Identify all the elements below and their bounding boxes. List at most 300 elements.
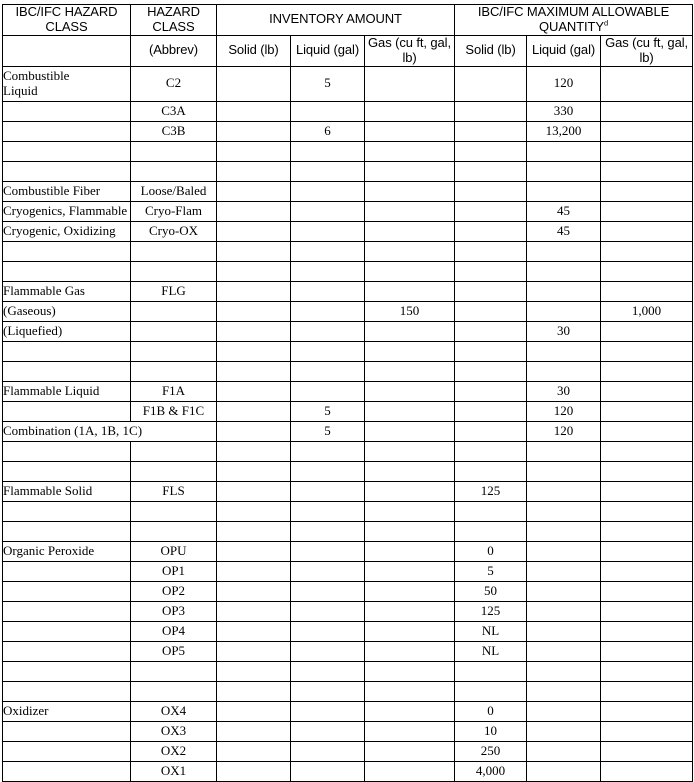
table-row bbox=[3, 141, 693, 161]
cell-inventory-solid bbox=[217, 561, 291, 581]
cell-hazard-class bbox=[3, 461, 131, 481]
cell-inventory-gas bbox=[365, 481, 455, 501]
cell-inventory-solid bbox=[217, 621, 291, 641]
cell-inventory-liquid: 6 bbox=[291, 121, 365, 141]
cell-inventory-solid bbox=[217, 241, 291, 261]
cell-inventory-solid bbox=[217, 601, 291, 621]
table-row bbox=[3, 381, 693, 401]
column-header-inventory-gas: Gas (cu ft, gal, lb) bbox=[365, 35, 455, 66]
cell-inventory-gas bbox=[365, 621, 455, 641]
cell-maq-gas bbox=[601, 261, 693, 281]
table-body bbox=[3, 66, 693, 781]
cell-maq-solid: 50 bbox=[455, 581, 527, 601]
cell-maq-liquid bbox=[527, 601, 601, 621]
table-row bbox=[3, 481, 693, 501]
cell-inventory-solid bbox=[217, 521, 291, 541]
cell-hazard-class: Flammable Gas bbox=[3, 281, 131, 301]
column-header-maq-liquid: Liquid (gal) bbox=[527, 35, 601, 66]
cell-maq-gas bbox=[601, 601, 693, 621]
table-row bbox=[3, 561, 693, 581]
cell-inventory-solid bbox=[217, 121, 291, 141]
table-row bbox=[3, 121, 693, 141]
cell-maq-solid bbox=[455, 66, 527, 101]
cell-inventory-gas bbox=[365, 66, 455, 101]
table-row bbox=[3, 641, 693, 661]
cell-maq-solid: 10 bbox=[455, 721, 527, 741]
cell-inventory-gas bbox=[365, 281, 455, 301]
table-group-header-row bbox=[3, 5, 693, 36]
cell-maq-gas bbox=[601, 201, 693, 221]
cell-inventory-solid bbox=[217, 66, 291, 101]
cell-maq-solid: 4,000 bbox=[455, 761, 527, 781]
cell-hazard-class-abbrev: F1B & F1C bbox=[131, 401, 217, 421]
cell-inventory-solid bbox=[217, 141, 291, 161]
cell-hazard-class bbox=[3, 401, 131, 421]
cell-hazard-class-abbrev bbox=[131, 141, 217, 161]
table-row bbox=[3, 521, 693, 541]
cell-hazard-class-abbrev bbox=[131, 341, 217, 361]
cell-maq-solid bbox=[455, 681, 527, 701]
cell-hazard-class bbox=[3, 641, 131, 661]
cell-hazard-class-abbrev: OX1 bbox=[131, 761, 217, 781]
cell-inventory-liquid bbox=[291, 301, 365, 321]
table-row bbox=[3, 581, 693, 601]
column-header-maq-solid: Solid (lb) bbox=[455, 35, 527, 66]
cell-inventory-liquid bbox=[291, 101, 365, 121]
cell-hazard-class bbox=[3, 621, 131, 641]
cell-hazard-class-abbrev bbox=[131, 161, 217, 181]
cell-maq-liquid bbox=[527, 661, 601, 681]
cell-inventory-liquid: 5 bbox=[291, 421, 365, 441]
table-row bbox=[3, 241, 693, 261]
cell-hazard-class bbox=[3, 681, 131, 701]
cell-inventory-gas: 150 bbox=[365, 301, 455, 321]
cell-inventory-solid bbox=[217, 301, 291, 321]
cell-inventory-liquid bbox=[291, 681, 365, 701]
table-row bbox=[3, 301, 693, 321]
cell-inventory-liquid bbox=[291, 361, 365, 381]
cell-hazard-class: Combustible Fiber bbox=[3, 181, 131, 201]
cell-maq-liquid: 13,200 bbox=[527, 121, 601, 141]
cell-maq-gas bbox=[601, 741, 693, 761]
cell-maq-liquid bbox=[527, 301, 601, 321]
cell-inventory-gas bbox=[365, 201, 455, 221]
table-row bbox=[3, 66, 693, 101]
cell-inventory-liquid bbox=[291, 561, 365, 581]
table-row bbox=[3, 161, 693, 181]
cell-hazard-class bbox=[3, 501, 131, 521]
cell-inventory-gas bbox=[365, 381, 455, 401]
cell-hazard-class-abbrev: OX4 bbox=[131, 701, 217, 721]
cell-inventory-liquid bbox=[291, 381, 365, 401]
cell-hazard-class bbox=[3, 341, 131, 361]
cell-maq-solid: 0 bbox=[455, 541, 527, 561]
table-row bbox=[3, 661, 693, 681]
cell-inventory-gas bbox=[365, 341, 455, 361]
table-row bbox=[3, 281, 693, 301]
cell-maq-gas bbox=[601, 221, 693, 241]
cell-inventory-gas bbox=[365, 181, 455, 201]
group-header-hazard-class: HAZARD CLASS bbox=[131, 5, 217, 36]
cell-inventory-liquid bbox=[291, 481, 365, 501]
cell-maq-gas bbox=[601, 401, 693, 421]
cell-maq-liquid bbox=[527, 681, 601, 701]
cell-inventory-solid bbox=[217, 201, 291, 221]
table-row bbox=[3, 621, 693, 641]
cell-maq-gas bbox=[601, 481, 693, 501]
column-header-maq-gas: Gas (cu ft, gal, lb) bbox=[601, 35, 693, 66]
cell-inventory-solid bbox=[217, 541, 291, 561]
table-row bbox=[3, 341, 693, 361]
cell-maq-gas bbox=[601, 681, 693, 701]
cell-hazard-class-abbrev bbox=[131, 241, 217, 261]
table-row bbox=[3, 601, 693, 621]
table-row bbox=[3, 101, 693, 121]
table-row bbox=[3, 461, 693, 481]
cell-maq-liquid bbox=[527, 281, 601, 301]
cell-maq-liquid bbox=[527, 261, 601, 281]
cell-inventory-gas bbox=[365, 581, 455, 601]
cell-inventory-liquid bbox=[291, 181, 365, 201]
table-header bbox=[3, 5, 693, 67]
cell-maq-solid bbox=[455, 301, 527, 321]
cell-maq-liquid bbox=[527, 521, 601, 541]
cell-inventory-liquid bbox=[291, 161, 365, 181]
cell-maq-gas: 1,000 bbox=[601, 301, 693, 321]
cell-hazard-class-abbrev: OP1 bbox=[131, 561, 217, 581]
cell-inventory-solid bbox=[217, 441, 291, 461]
cell-inventory-solid bbox=[217, 461, 291, 481]
cell-inventory-solid bbox=[217, 361, 291, 381]
cell-maq-liquid bbox=[527, 181, 601, 201]
cell-maq-liquid: 120 bbox=[527, 401, 601, 421]
cell-maq-liquid: 120 bbox=[527, 66, 601, 101]
cell-maq-liquid bbox=[527, 501, 601, 521]
cell-maq-solid bbox=[455, 461, 527, 481]
cell-maq-solid: 250 bbox=[455, 741, 527, 761]
cell-maq-solid: 125 bbox=[455, 601, 527, 621]
cell-inventory-solid bbox=[217, 581, 291, 601]
cell-hazard-class-abbrev: OPU bbox=[131, 541, 217, 561]
cell-inventory-liquid bbox=[291, 721, 365, 741]
cell-maq-liquid bbox=[527, 241, 601, 261]
cell-hazard-class-abbrev bbox=[131, 461, 217, 481]
cell-inventory-solid bbox=[217, 341, 291, 361]
cell-maq-gas bbox=[601, 721, 693, 741]
table-row bbox=[3, 401, 693, 421]
cell-inventory-solid bbox=[217, 381, 291, 401]
cell-hazard-class: (Liquefied) bbox=[3, 321, 131, 341]
cell-maq-gas bbox=[601, 421, 693, 441]
cell-hazard-class-abbrev: F1A bbox=[131, 381, 217, 401]
cell-hazard-class-abbrev: Cryo-Flam bbox=[131, 201, 217, 221]
cell-hazard-class-abbrev bbox=[131, 321, 217, 341]
cell-maq-solid bbox=[455, 361, 527, 381]
cell-hazard-class bbox=[3, 121, 131, 141]
cell-hazard-class-abbrev: C3B bbox=[131, 121, 217, 141]
cell-inventory-gas bbox=[365, 501, 455, 521]
table-row bbox=[3, 741, 693, 761]
cell-inventory-gas bbox=[365, 441, 455, 461]
cell-maq-liquid bbox=[527, 741, 601, 761]
cell-maq-solid bbox=[455, 421, 527, 441]
table-row bbox=[3, 701, 693, 721]
column-header-blank bbox=[3, 35, 131, 66]
cell-inventory-liquid bbox=[291, 341, 365, 361]
table-row bbox=[3, 181, 693, 201]
cell-maq-gas bbox=[601, 521, 693, 541]
cell-inventory-gas bbox=[365, 601, 455, 621]
cell-inventory-gas bbox=[365, 461, 455, 481]
cell-maq-liquid: 30 bbox=[527, 381, 601, 401]
cell-inventory-solid bbox=[217, 161, 291, 181]
cell-maq-gas bbox=[601, 281, 693, 301]
cell-inventory-gas bbox=[365, 261, 455, 281]
table-row bbox=[3, 721, 693, 741]
cell-maq-solid bbox=[455, 141, 527, 161]
cell-hazard-class bbox=[3, 441, 131, 461]
cell-inventory-solid bbox=[217, 181, 291, 201]
cell-inventory-gas bbox=[365, 661, 455, 681]
cell-maq-solid: 125 bbox=[455, 481, 527, 501]
cell-inventory-liquid bbox=[291, 741, 365, 761]
cell-hazard-class-abbrev: FLG bbox=[131, 281, 217, 301]
cell-inventory-liquid bbox=[291, 701, 365, 721]
table-row bbox=[3, 321, 693, 341]
cell-maq-gas bbox=[601, 341, 693, 361]
cell-hazard-class-abbrev bbox=[131, 501, 217, 521]
cell-inventory-liquid bbox=[291, 461, 365, 481]
cell-hazard-class bbox=[3, 661, 131, 681]
cell-maq-liquid bbox=[527, 441, 601, 461]
cell-inventory-gas bbox=[365, 721, 455, 741]
cell-maq-solid bbox=[455, 261, 527, 281]
column-header-abbrev: (Abbrev) bbox=[131, 35, 217, 66]
table-row bbox=[3, 761, 693, 781]
cell-hazard-class: Cryogenic, Oxidizing bbox=[3, 221, 131, 241]
cell-maq-solid bbox=[455, 161, 527, 181]
cell-inventory-gas bbox=[365, 421, 455, 441]
cell-hazard-class-abbrev: FLS bbox=[131, 481, 217, 501]
cell-hazard-class-abbrev: C3A bbox=[131, 101, 217, 121]
cell-hazard-class bbox=[3, 721, 131, 741]
cell-maq-gas bbox=[601, 121, 693, 141]
cell-inventory-liquid bbox=[291, 641, 365, 661]
cell-maq-liquid: 330 bbox=[527, 101, 601, 121]
cell-inventory-gas bbox=[365, 121, 455, 141]
cell-inventory-gas bbox=[365, 541, 455, 561]
cell-maq-gas bbox=[601, 441, 693, 461]
cell-hazard-class bbox=[3, 101, 131, 121]
cell-hazard-class-abbrev bbox=[131, 301, 217, 321]
cell-hazard-class-abbrev: OX2 bbox=[131, 741, 217, 761]
cell-inventory-gas bbox=[365, 641, 455, 661]
cell-maq-liquid bbox=[527, 761, 601, 781]
cell-hazard-class bbox=[3, 601, 131, 621]
cell-inventory-solid bbox=[217, 661, 291, 681]
cell-maq-solid bbox=[455, 501, 527, 521]
cell-hazard-class bbox=[3, 261, 131, 281]
cell-maq-solid: 0 bbox=[455, 701, 527, 721]
table-row bbox=[3, 501, 693, 521]
cell-maq-solid bbox=[455, 101, 527, 121]
cell-maq-liquid bbox=[527, 581, 601, 601]
cell-inventory-gas bbox=[365, 521, 455, 541]
cell-hazard-class: Flammable Liquid bbox=[3, 381, 131, 401]
cell-inventory-solid bbox=[217, 701, 291, 721]
cell-hazard-class-abbrev bbox=[131, 521, 217, 541]
table-row bbox=[3, 421, 693, 441]
table-row bbox=[3, 221, 693, 241]
cell-maq-gas bbox=[601, 361, 693, 381]
cell-inventory-gas bbox=[365, 741, 455, 761]
cell-inventory-solid bbox=[217, 721, 291, 741]
cell-hazard-class: (Gaseous) bbox=[3, 301, 131, 321]
cell-hazard-class bbox=[3, 161, 131, 181]
cell-maq-gas bbox=[601, 66, 693, 101]
cell-maq-solid bbox=[455, 401, 527, 421]
cell-maq-gas bbox=[601, 161, 693, 181]
cell-maq-solid: NL bbox=[455, 621, 527, 641]
cell-inventory-gas bbox=[365, 761, 455, 781]
cell-hazard-class: Cryogenics, Flammable bbox=[3, 201, 131, 221]
cell-maq-liquid bbox=[527, 541, 601, 561]
cell-inventory-gas bbox=[365, 361, 455, 381]
cell-inventory-liquid bbox=[291, 521, 365, 541]
group-header-inventory-amount: INVENTORY AMOUNT bbox=[217, 5, 455, 36]
cell-hazard-class bbox=[3, 361, 131, 381]
cell-hazard-class: Flammable Solid bbox=[3, 481, 131, 501]
cell-inventory-solid bbox=[217, 641, 291, 661]
cell-inventory-liquid bbox=[291, 501, 365, 521]
cell-maq-solid bbox=[455, 181, 527, 201]
cell-inventory-liquid bbox=[291, 241, 365, 261]
table-row bbox=[3, 261, 693, 281]
cell-hazard-class: Combustible Liquid bbox=[3, 66, 131, 101]
cell-maq-liquid bbox=[527, 641, 601, 661]
cell-maq-gas bbox=[601, 141, 693, 161]
cell-inventory-gas bbox=[365, 561, 455, 581]
cell-hazard-class-abbrev: Cryo-OX bbox=[131, 221, 217, 241]
cell-inventory-liquid bbox=[291, 221, 365, 241]
cell-maq-gas bbox=[601, 621, 693, 641]
cell-maq-gas bbox=[601, 661, 693, 681]
group-header-maq-text: IBC/IFC MAXIMUM ALLOWABLE QUANTITY bbox=[477, 4, 670, 34]
cell-inventory-liquid bbox=[291, 601, 365, 621]
cell-maq-liquid bbox=[527, 161, 601, 181]
cell-inventory-solid bbox=[217, 261, 291, 281]
cell-maq-solid bbox=[455, 341, 527, 361]
cell-inventory-liquid bbox=[291, 321, 365, 341]
cell-maq-liquid: 120 bbox=[527, 421, 601, 441]
cell-hazard-class bbox=[3, 761, 131, 781]
cell-maq-gas bbox=[601, 101, 693, 121]
cell-hazard-class-abbrev bbox=[131, 681, 217, 701]
cell-maq-solid: NL bbox=[455, 641, 527, 661]
column-header-inventory-liquid: Liquid (gal) bbox=[291, 35, 365, 66]
table-row bbox=[3, 541, 693, 561]
cell-maq-solid bbox=[455, 521, 527, 541]
cell-hazard-class-abbrev: Loose/Baled bbox=[131, 181, 217, 201]
cell-inventory-solid bbox=[217, 401, 291, 421]
cell-maq-gas bbox=[601, 641, 693, 661]
cell-hazard-class: Oxidizer bbox=[3, 701, 131, 721]
cell-maq-liquid bbox=[527, 621, 601, 641]
cell-inventory-gas bbox=[365, 681, 455, 701]
cell-maq-gas bbox=[601, 181, 693, 201]
cell-inventory-liquid: 5 bbox=[291, 66, 365, 101]
cell-hazard-class bbox=[3, 561, 131, 581]
cell-inventory-gas bbox=[365, 321, 455, 341]
table-row bbox=[3, 361, 693, 381]
cell-maq-solid bbox=[455, 221, 527, 241]
cell-hazard-class-abbrev: OP5 bbox=[131, 641, 217, 661]
cell-maq-liquid bbox=[527, 341, 601, 361]
cell-hazard-class-abbrev: OX3 bbox=[131, 721, 217, 741]
cell-hazard-class bbox=[3, 741, 131, 761]
cell-maq-liquid bbox=[527, 721, 601, 741]
cell-inventory-liquid bbox=[291, 541, 365, 561]
cell-inventory-liquid bbox=[291, 441, 365, 461]
cell-maq-gas bbox=[601, 461, 693, 481]
cell-maq-liquid bbox=[527, 481, 601, 501]
cell-maq-solid bbox=[455, 321, 527, 341]
cell-inventory-solid bbox=[217, 321, 291, 341]
cell-inventory-solid bbox=[217, 101, 291, 121]
cell-hazard-class-abbrev bbox=[131, 361, 217, 381]
cell-maq-gas bbox=[601, 581, 693, 601]
cell-maq-gas bbox=[601, 321, 693, 341]
cell-inventory-solid bbox=[217, 421, 291, 441]
cell-maq-liquid bbox=[527, 461, 601, 481]
cell-inventory-liquid bbox=[291, 761, 365, 781]
cell-maq-liquid: 45 bbox=[527, 201, 601, 221]
cell-hazard-class-abbrev: OP3 bbox=[131, 601, 217, 621]
footnote-marker-d: d bbox=[603, 18, 609, 28]
group-header-ibc-ifc-hazard-class: IBC/IFC HAZARD CLASS bbox=[3, 5, 131, 36]
cell-hazard-class-abbrev: OP2 bbox=[131, 581, 217, 601]
table-column-header-row bbox=[3, 35, 693, 66]
cell-maq-liquid bbox=[527, 701, 601, 721]
cell-inventory-liquid bbox=[291, 201, 365, 221]
cell-inventory-solid bbox=[217, 681, 291, 701]
cell-maq-liquid bbox=[527, 141, 601, 161]
cell-maq-solid bbox=[455, 201, 527, 221]
cell-inventory-solid bbox=[217, 221, 291, 241]
cell-maq-solid bbox=[455, 381, 527, 401]
cell-maq-solid bbox=[455, 121, 527, 141]
cell-maq-gas bbox=[601, 561, 693, 581]
cell-inventory-gas bbox=[365, 241, 455, 261]
cell-inventory-gas bbox=[365, 401, 455, 421]
cell-hazard-class-abbrev bbox=[131, 661, 217, 681]
cell-maq-solid: 5 bbox=[455, 561, 527, 581]
cell-inventory-gas bbox=[365, 141, 455, 161]
cell-hazard-class-merged: Combination (1A, 1B, 1C) bbox=[3, 421, 217, 441]
cell-hazard-class bbox=[3, 241, 131, 261]
cell-inventory-solid bbox=[217, 761, 291, 781]
cell-hazard-class bbox=[3, 581, 131, 601]
cell-inventory-liquid bbox=[291, 661, 365, 681]
cell-inventory-solid bbox=[217, 741, 291, 761]
cell-inventory-liquid bbox=[291, 581, 365, 601]
cell-inventory-gas bbox=[365, 701, 455, 721]
column-header-inventory-solid: Solid (lb) bbox=[217, 35, 291, 66]
cell-inventory-liquid bbox=[291, 621, 365, 641]
cell-maq-gas bbox=[601, 541, 693, 561]
cell-inventory-liquid: 5 bbox=[291, 401, 365, 421]
cell-inventory-gas bbox=[365, 101, 455, 121]
